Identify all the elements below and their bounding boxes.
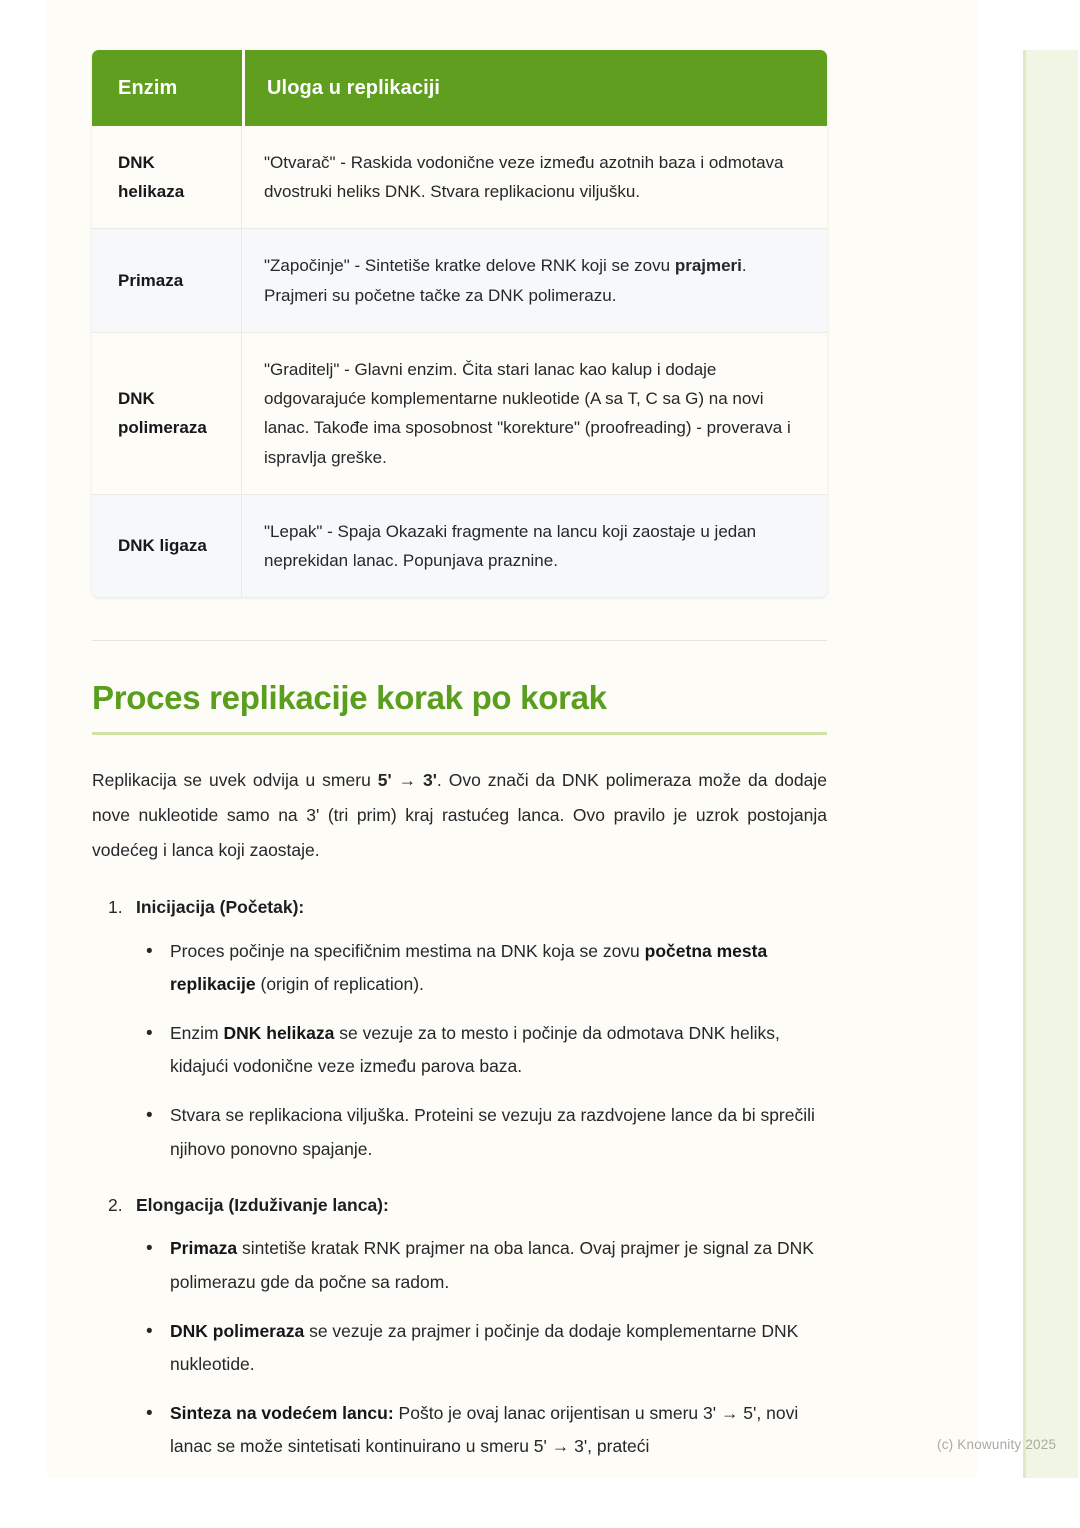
bullet-part-b: se vezuje za to mesto i počinje da odmotava DNK heliks, kidajući vodonične veze između parova baza. bbox=[170, 1022, 780, 1077]
bullet-bold: Sinteza na vodećem lancu: bbox=[170, 1402, 394, 1423]
bullet-bold: Primaza bbox=[170, 1238, 238, 1259]
cell-enzyme-name: DNK ligaza bbox=[92, 494, 242, 597]
role-text-part: . Prajmeri su početne tačke za DNK polimerazu. bbox=[264, 256, 747, 305]
bullet-part-a: Stvara se replikaciona viljuška. Proteini se vezuju za razdvojene lance da bi sprečili njihovo ponovno spajanje. bbox=[170, 1104, 815, 1159]
step-item bbox=[92, 894, 829, 1166]
bullet-bold: početna mesta replikacije bbox=[170, 940, 768, 995]
table-row bbox=[92, 332, 827, 494]
intro-direction-bold: 5' → 3' bbox=[377, 770, 437, 791]
enzyme-name-line2: polimeraza bbox=[118, 418, 207, 438]
intro-part-b: . Ovo znači da DNK polimeraza može da dodaje nove nukleotide samo na 3' (tri prim) kraj rastućeg lanca. Ovo pravilo je uzrok postojanja vodećeg i lanca koji zaostaje. bbox=[92, 770, 827, 861]
enzyme-name-line1: DNK bbox=[118, 389, 155, 409]
bullet-part-b: (origin of replication). bbox=[255, 974, 424, 995]
list-item bbox=[170, 1232, 830, 1299]
table-row bbox=[92, 494, 827, 597]
page-side-strip bbox=[1023, 50, 1078, 1478]
table-body bbox=[92, 126, 827, 597]
list-item bbox=[170, 1099, 830, 1166]
cell-enzyme-name bbox=[92, 126, 242, 228]
bullet-bold: DNK helikaza bbox=[223, 1022, 335, 1043]
role-text-part: "Započinje" - Sintetiše kratke delove RNK koji se zovu bbox=[264, 256, 675, 276]
step-title: Elongacija (Izduživanje lanca): bbox=[136, 1195, 389, 1216]
bullet-bold: DNK polimeraza bbox=[170, 1320, 305, 1341]
table-row bbox=[92, 126, 827, 228]
section-heading-underline bbox=[92, 732, 827, 735]
steps-list bbox=[92, 894, 829, 1464]
list-item bbox=[170, 1017, 830, 1084]
cell-enzyme-name bbox=[92, 332, 242, 494]
intro-paragraph bbox=[92, 763, 827, 868]
step-bullets bbox=[170, 935, 829, 1167]
bullet-part-a: Enzim bbox=[170, 1022, 224, 1043]
enzyme-name-line1: DNK bbox=[118, 153, 155, 172]
enzyme-name-line2: helikaza bbox=[118, 182, 185, 202]
copyright-watermark: (c) Knowunity 2025 bbox=[937, 1437, 1057, 1452]
table-header bbox=[92, 50, 827, 126]
page-content bbox=[92, 50, 829, 1464]
list-item bbox=[170, 935, 830, 1002]
step-item bbox=[92, 1192, 829, 1464]
list-item bbox=[170, 1397, 830, 1464]
bullet-part-b: Pošto je ovaj lanac orijentisan u smeru 3' → 5', novi lanac se može sintetisati kontinuirano u smeru 5' → 3', prateći bbox=[170, 1402, 799, 1457]
section-heading: Proces replikacije korak po korak bbox=[92, 679, 607, 717]
list-item bbox=[170, 1315, 830, 1382]
enzyme-table bbox=[92, 50, 827, 597]
table-row bbox=[92, 228, 827, 331]
table-header-row bbox=[92, 50, 827, 126]
column-header-enzim: Enzim bbox=[92, 50, 242, 126]
document-page bbox=[47, 0, 1057, 1478]
role-text-bold: prajmeri bbox=[674, 256, 742, 276]
section-divider bbox=[92, 640, 827, 641]
cell-enzyme-role: "Graditelj" - Glavni enzim. Čita stari lanac kao kalup i dodaje odgovarajuće komplementarne nukleotide (A sa T, C sa G) na novi lanac. Takođe ima sposobnost "korekture" (proofreading) - proverava i ispravlja greške. bbox=[242, 332, 827, 494]
cell-enzyme-role: "Otvarač" - Raskida vodonične veze između azotnih baza i odmotava dvostruki heliks DNK. Stvara replikacionu viljušku. bbox=[264, 153, 784, 202]
column-header-uloga: Uloga u replikaciji bbox=[242, 50, 827, 126]
step-title: Inicijacija (Početak): bbox=[136, 897, 305, 918]
step-bullets bbox=[170, 1232, 829, 1464]
cell-enzyme-role bbox=[242, 228, 827, 331]
cell-enzyme-role: "Lepak" - Spaja Okazaki fragmente na lancu koji zaostaje u jedan neprekidan lanac. Popunjava praznine. bbox=[242, 494, 827, 597]
bullet-part-a: Proces počinje na specifičnim mestima na DNK koja se zovu bbox=[170, 940, 645, 961]
cell-enzyme-name: Primaza bbox=[92, 228, 242, 331]
bullet-part-b: se vezuje za prajmer i počinje da dodaje komplementarne DNK nukleotide. bbox=[170, 1320, 799, 1375]
bullet-part-b: sintetiše kratak RNK prajmer na oba lanca. Ovaj prajmer je signal za DNK polimerazu gde da počne sa radom. bbox=[170, 1238, 814, 1292]
intro-part-a: Replikacija se uvek odvija u smeru bbox=[92, 770, 378, 791]
